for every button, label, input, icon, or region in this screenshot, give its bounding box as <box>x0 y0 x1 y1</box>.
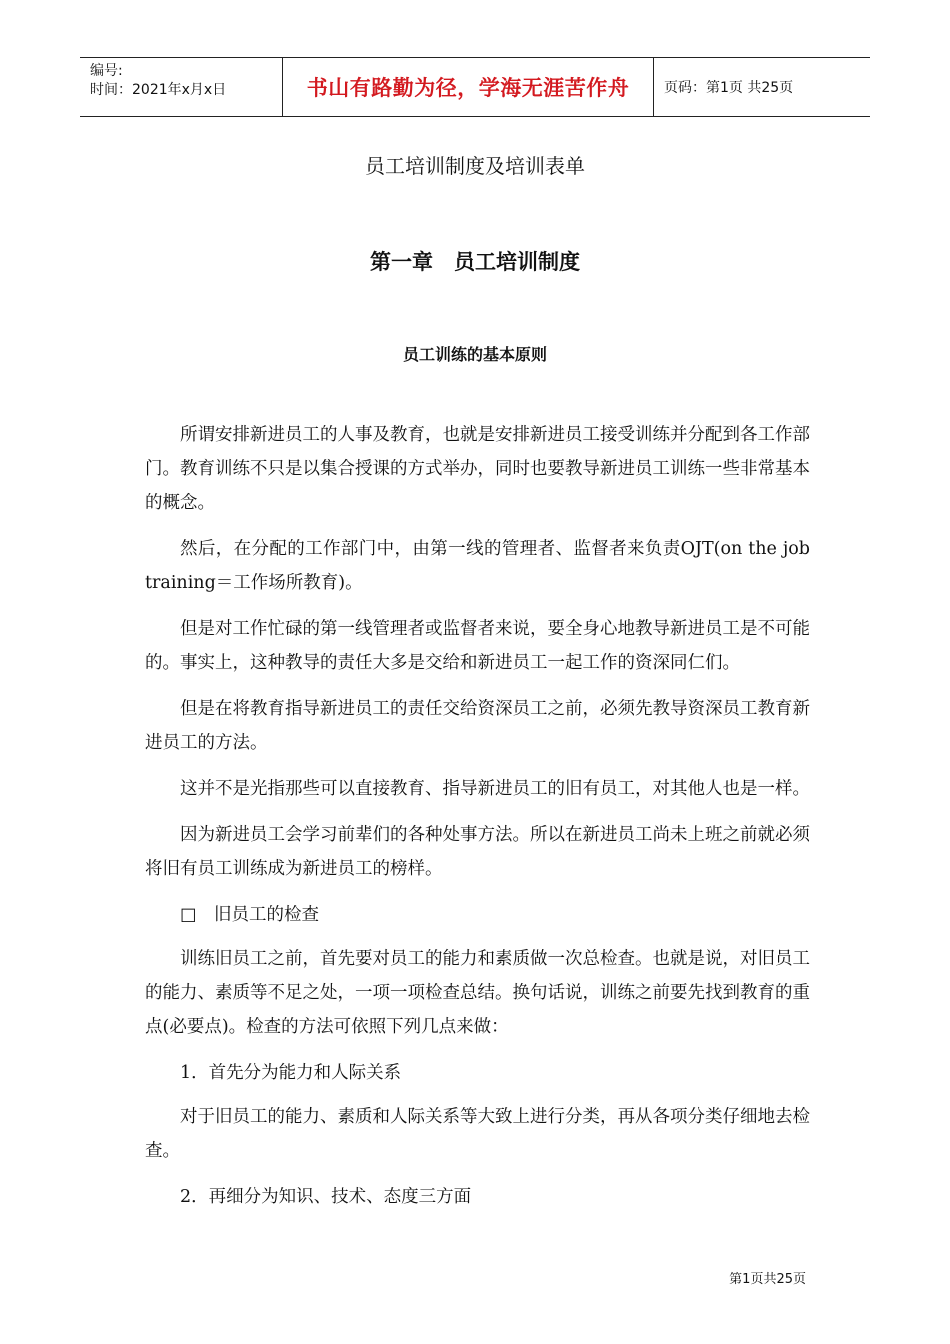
header-motto: 书山有路勤为径，学海无涯苦作舟 <box>282 58 654 116</box>
chapter-title: 第一章 员工培训制度 <box>370 250 580 274</box>
document-body <box>145 418 810 1224</box>
header-time-label: 时间：2021年x月x日 <box>90 82 227 98</box>
body-paragraph: 这并不是光指那些可以直接教育、指导新进员工的旧有员工，对其他人也是一样。 <box>180 779 810 799</box>
list-item-1: 1．首先分为能力和人际关系 <box>180 1063 402 1083</box>
page-footer: 第1页共25页 <box>729 1272 806 1287</box>
body-paragraph: 对于旧员工的能力、素质和人际关系等大致上进行分类，再从各项分类仔细地去检查。 <box>145 1107 810 1161</box>
body-paragraph: 但是对工作忙碌的第一线管理者或监督者来说，要全身心地教导新进员工是不可能的。事实上，这种教导的责任大多是交给和新进员工一起工作的资深同仁们。 <box>145 619 810 673</box>
page-header <box>80 57 870 117</box>
header-meta <box>80 58 282 116</box>
document-title: 员工培训制度及培训表单 <box>365 154 585 178</box>
header-page-info: 页码：第1页 共25页 <box>664 80 794 96</box>
body-paragraph: 所谓安排新进员工的人事及教育，也就是安排新进员工接受训练并分配到各工作部门。教育训练不只是以集合授课的方式举办，同时也要教导新进员工训练一些非常基本的概念。 <box>145 425 810 513</box>
body-paragraph: 然后，在分配的工作部门中，由第一线的管理者、监督者来负责OJT(on the job training＝工作场所教育)。 <box>145 539 810 593</box>
header-number-label: 编号: <box>90 63 123 79</box>
subheading-old-staff-check: □ 旧员工的检查 <box>180 905 320 925</box>
body-paragraph: 但是在将教育指导新进员工的责任交给资深员工之前，必须先教导资深员工教育新进员工的方法。 <box>145 699 810 753</box>
body-paragraph: 训练旧员工之前，首先要对员工的能力和素质做一次总检查。也就是说，对旧员工的能力、素质等不足之处，一项一项检查总结。换句话说，训练之前要先找到教育的重点(必要点)。检查的方法可依照下列几点来做： <box>145 949 810 1037</box>
section-title: 员工训练的基本原则 <box>402 345 547 364</box>
body-paragraph: 因为新进员工会学习前辈们的各种处事方法。所以在新进员工尚未上班之前就必须将旧有员工训练成为新进员工的榜样。 <box>145 825 810 879</box>
list-item-2: 2．再细分为知识、技术、态度三方面 <box>180 1187 472 1207</box>
